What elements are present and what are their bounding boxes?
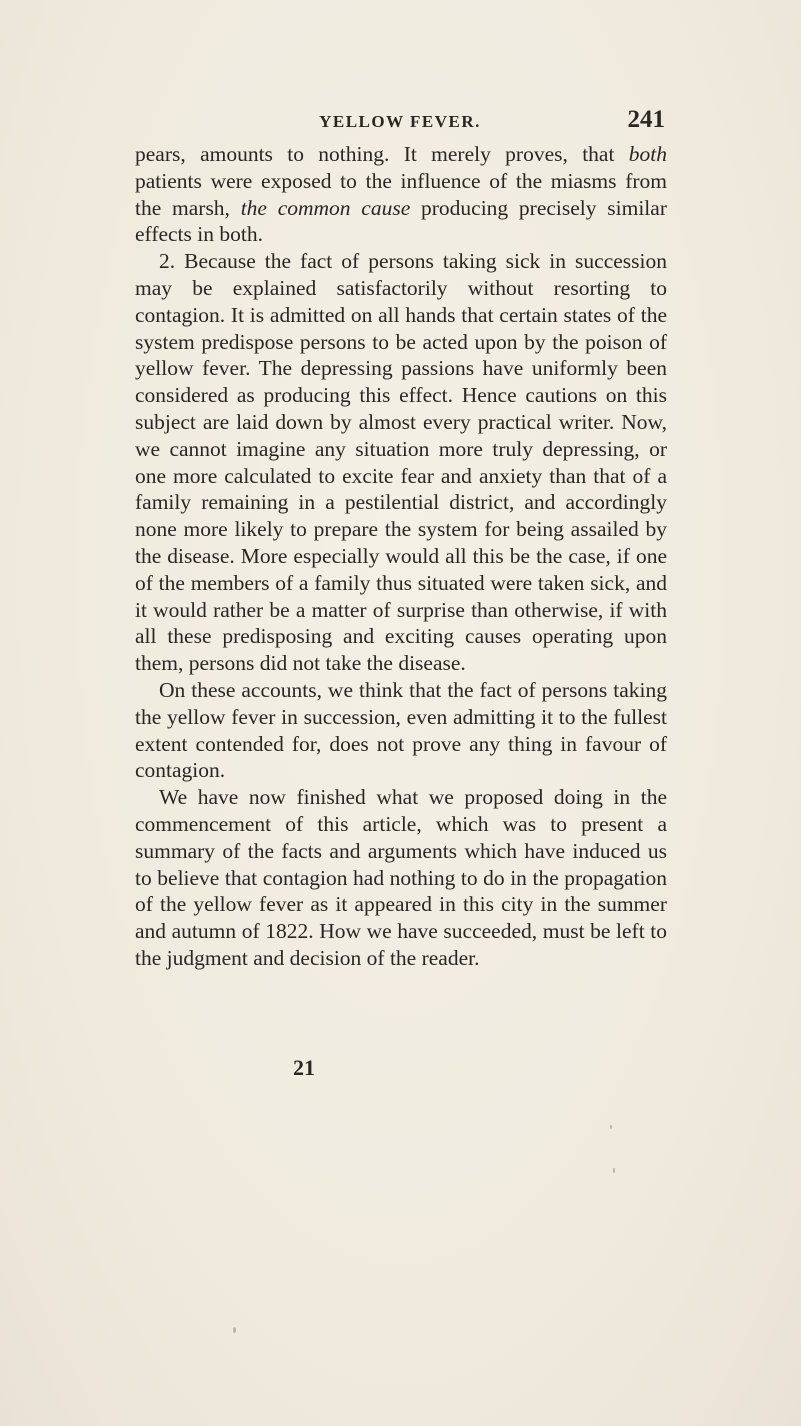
paper-speck: [610, 1125, 612, 1129]
signature-mark: 21: [293, 1055, 315, 1080]
paragraph-text: pears, amounts to nothing. It merely proves, that: [135, 142, 629, 166]
paragraph-point-2: 2. Because the fact of persons taking sick in succession may be explained satisfactorily without resorting to contagion. It is admitted on all hands that certain states of the system predispose persons to be acted upon by the poison of yellow fever. The depressing passions have uniformly been considered as producing this effect. Hence cautions on this subject are laid down by almost every practical writer. Now, we cannot imagine any situation more truly depressing, or one more calculated to excite fear and anxiety than that of a family remaining in a pestilential district, and accordingly none more likely to prepare the system for being assailed by the disease. More especially would all this be the case, if one of the members of a family thus situated were taken sick, and it would rather be a matter of surprise than otherwise, if with all these predisposing and exciting causes operating upon them, persons did not take the disease.: [135, 249, 667, 676]
italic-emphasis: the common cause: [240, 195, 411, 220]
body-text: [135, 141, 667, 972]
page-number: 241: [627, 106, 665, 133]
page-header: [135, 104, 665, 136]
paragraph-text: producing precisely similar effects in both.: [135, 195, 667, 247]
paper-speck: [613, 1168, 615, 1173]
paragraph-summary: We have now finished what we proposed doing in the commencement of this article, which was to present a summary of the facts and arguments which have induced us to believe that contagion had nothing to do in the propagation of the yellow fever as it appeared in this city in the summer and autumn of 1822. How we have succeeded, must be left to the judgment and decision of the reader.: [135, 785, 667, 970]
running-title: YELLOW FEVER.: [319, 112, 481, 131]
paper-speck: [233, 1327, 236, 1333]
paragraph-text: patients were exposed to the influence of the miasms from the marsh,: [135, 168, 667, 220]
italic-emphasis: both: [628, 142, 667, 166]
paragraph-conclusion: On these accounts, we think that the fact of persons taking the yellow fever in succession, even admitting it to the fullest extent contended for, does not prove any thing in favour of contagion.: [135, 677, 667, 783]
paragraph-continuation: [135, 141, 667, 248]
